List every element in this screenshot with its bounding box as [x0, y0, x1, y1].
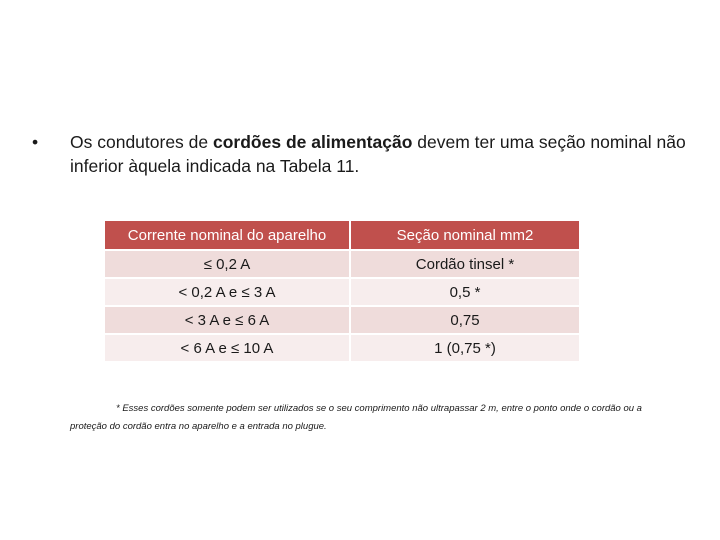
- bullet-text-bold: cordões de alimentação: [213, 132, 413, 152]
- table-row: [105, 251, 579, 277]
- table-cell-section: Cordão tinsel *: [351, 251, 579, 277]
- table-row: [105, 307, 579, 333]
- table-footnote: [70, 400, 670, 436]
- column-header-section: Seção nominal mm2: [351, 221, 579, 249]
- table-row: [105, 335, 579, 361]
- table-cell-current: < 6 A e ≤ 10 A: [105, 335, 349, 361]
- bullet-marker: •: [32, 132, 39, 152]
- column-header-current: Corrente nominal do aparelho: [105, 221, 349, 249]
- bullet-paragraph: [32, 130, 692, 178]
- table-header-row: [105, 221, 579, 249]
- current-section-table: [103, 219, 581, 363]
- table-cell-section: 1 (0,75 *): [351, 335, 579, 361]
- table-cell-current: < 3 A e ≤ 6 A: [105, 307, 349, 333]
- table-row: [105, 279, 579, 305]
- table-cell-current: ≤ 0,2 A: [105, 251, 349, 277]
- table-cell-section: 0,75: [351, 307, 579, 333]
- table-cell-current: < 0,2 A e ≤ 3 A: [105, 279, 349, 305]
- table-cell-section: 0,5 *: [351, 279, 579, 305]
- bullet-text: [70, 130, 692, 178]
- footnote-text: * Esses cordões somente podem ser utilizados se o seu comprimento não ultrapassar 2 m, entre o ponto onde o cordão ou a proteção do cordão entra no aparelho e a entrada no plugue.: [70, 403, 642, 432]
- bullet-text-end: devem ter uma seção nominal não inferior àquela indicada na Tabela 11.: [70, 132, 686, 176]
- bullet-text-start: Os condutores de: [70, 132, 213, 152]
